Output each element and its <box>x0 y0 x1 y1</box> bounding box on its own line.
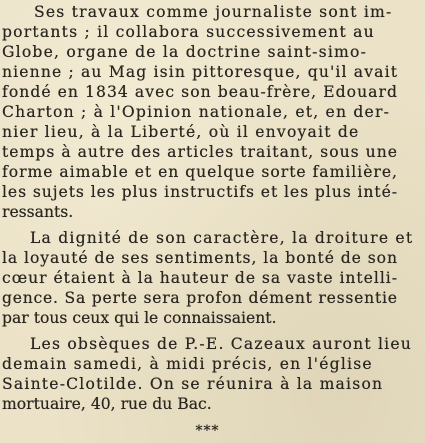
text-line: forme aimable et en quelque sorte familière, <box>2 163 398 181</box>
text-line: Sainte-Clotilde. On se réunira à la maison <box>2 375 384 393</box>
text-line: portants ; il collabora successivement au <box>2 23 375 41</box>
text-line: Charton ; à l'Opinion nationale, et, en der- <box>2 103 391 121</box>
text-line: mortuaire, 40, rue du Bac. <box>2 395 212 413</box>
text-line: temps à autre des articles traitant, sous une <box>2 143 399 161</box>
text-line: demain samedi, à midi précis, en l'église <box>2 355 373 373</box>
text-line: nienne ; au Mag isin pittoresque, qu'il avait <box>2 63 399 81</box>
text-line: fondé en 1834 avec son beau-frère, Edouard <box>2 83 399 101</box>
text-line: La dignité de son caractère, la droiture et <box>30 229 414 247</box>
text-line: nier lieu, à la Liberté, où il envoyait de <box>2 123 360 141</box>
text-line: la loyauté de ses sentiments, la bonté de son <box>2 249 398 267</box>
text-line: gence. Sa perte sera profon dément ressentie <box>2 289 398 307</box>
paragraph-journalism <box>2 2 413 222</box>
text-line: par tous ceux qui le connaissaient. <box>2 309 277 327</box>
text-line: ressants. <box>2 203 74 221</box>
text-line: Les obsèques de P.-E. Cazeaux auront lieu <box>30 335 413 353</box>
paragraph-character <box>2 228 414 328</box>
text-line: Globe, organe de la doctrine saint-simo- <box>2 43 368 61</box>
text-line: Ses travaux comme journaliste sont im- <box>34 3 393 21</box>
paragraph-funeral <box>2 334 413 414</box>
section-separator: *** <box>195 423 220 439</box>
text-line: les sujets les plus instructifs et les plus inté- <box>2 183 398 201</box>
text-line: cœur étaient à la hauteur de sa vaste intelli- <box>2 269 398 287</box>
